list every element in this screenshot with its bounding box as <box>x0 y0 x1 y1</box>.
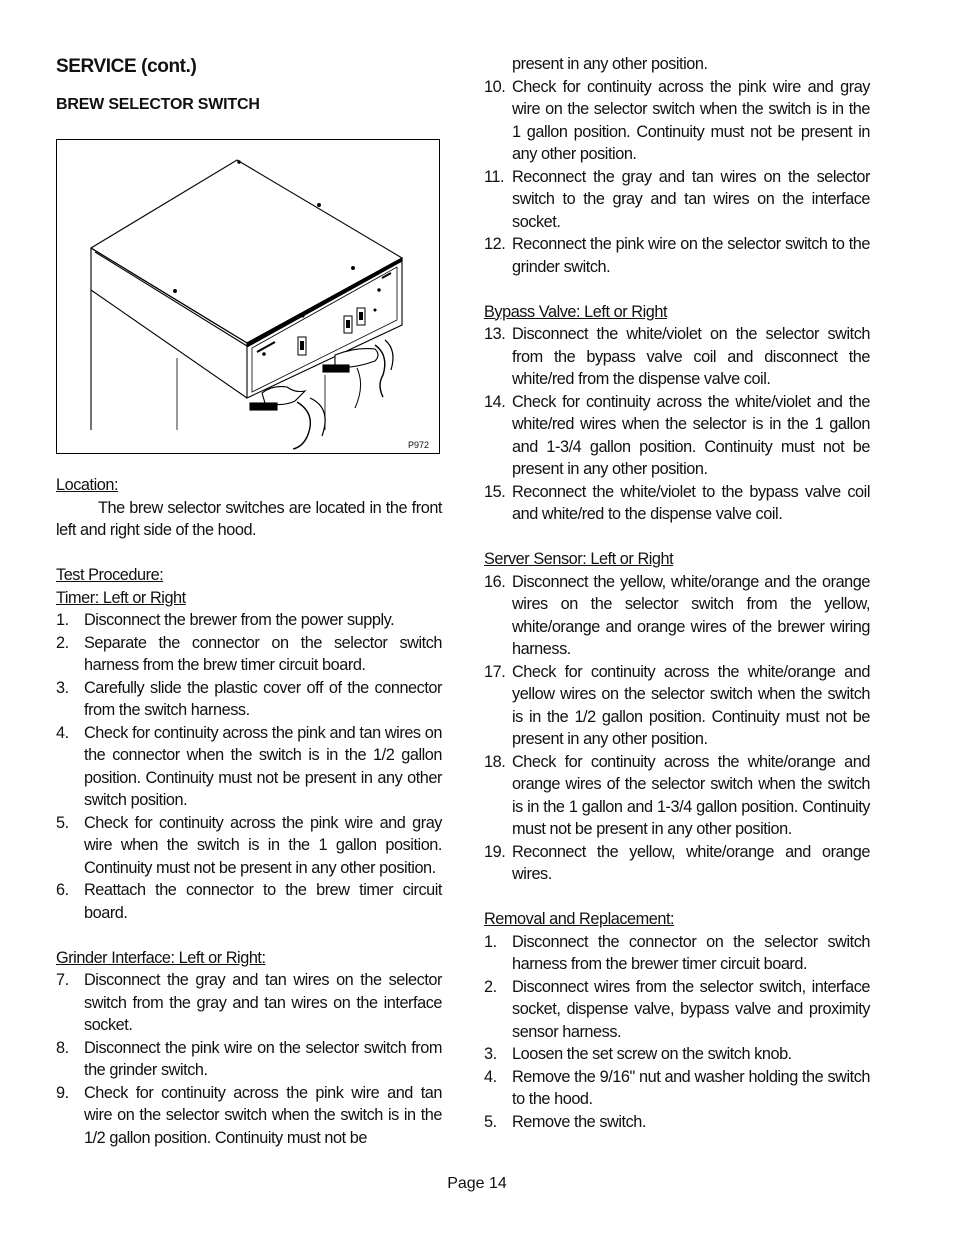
step-text: Disconnect wires from the selector switch, interface socket, dispense valve, bypass valve and proximity sensor harness. <box>512 977 870 1041</box>
bypass-steps-list <box>484 323 870 526</box>
list-item <box>484 976 870 1044</box>
step-text: Loosen the set screw on the switch knob. <box>512 1045 792 1063</box>
step-number: 19. <box>484 842 506 861</box>
step-number: 3. <box>484 1045 497 1063</box>
location-heading: Location: <box>56 476 119 494</box>
grinder-steps-list <box>56 969 442 1149</box>
section-title: SERVICE (cont.) <box>56 56 197 77</box>
step-text: Carefully slide the plastic cover off of the connector from the switch harness. <box>84 678 442 719</box>
step-text: Reattach the connector to the brew timer circuit board. <box>84 881 442 922</box>
step-text: Separate the connector on the selector switch harness from the brew timer circuit board. <box>84 633 442 674</box>
list-item <box>56 677 442 722</box>
figure-label: P972 <box>407 440 429 450</box>
step-number: 9. <box>56 1083 69 1102</box>
continued-text: present in any other position. <box>512 55 708 73</box>
step-number: 12. <box>484 235 506 253</box>
step-number: 18. <box>484 752 506 771</box>
list-item <box>484 76 870 166</box>
step-text: Check for continuity across the pink and tan wires on the connector when the switch is in the 1/2 gallon position. Continuity must not be present in any other switch position. <box>84 723 442 809</box>
step-text: Reconnect the pink wire on the selector switch to the grinder switch. <box>512 235 870 276</box>
left-column <box>56 474 442 1149</box>
step-text: Check for continuity across the white/orange and yellow wires on the selector switch when the switch is in the 1/2 gallon position. Continuity must not be present in any other position. <box>512 662 870 748</box>
step-number: 15. <box>484 482 506 501</box>
step-text: Disconnect the pink wire on the selector switch from the grinder switch. <box>84 1038 442 1079</box>
list-item <box>484 571 870 661</box>
list-item <box>484 233 870 278</box>
step-number: 16. <box>484 572 506 591</box>
step-number: 10. <box>484 77 506 96</box>
list-item <box>56 969 442 1037</box>
list-item <box>56 1082 442 1150</box>
list-item <box>56 609 442 632</box>
timer-heading: Timer: Left or Right <box>56 588 186 607</box>
step-number: 2. <box>484 977 497 996</box>
location-text: The brew selector switches are located in the front left and right side of the hood. <box>56 498 442 539</box>
step-text: Check for continuity across the pink wire and gray wire on the selector switch when the switch is in the 1 gallon position. Continuity must not be present in any other position. <box>512 77 870 163</box>
step-text: Reconnect the gray and tan wires on the selector switch to the gray and tan wires on the interface socket. <box>512 167 870 231</box>
page-number: Page 14 <box>447 1175 507 1192</box>
step-number: 13. <box>484 325 506 343</box>
step-text: Disconnect the gray and tan wires on the selector switch from the gray and tan wires on the interface socket. <box>84 971 442 1034</box>
step-text: Check for continuity across the pink wire and tan wire on the selector switch when the switch is in the 1/2 gallon position. Continuity must not be <box>84 1083 442 1147</box>
list-item <box>484 323 870 391</box>
removal-replacement-heading: Removal and Replacement: <box>484 910 675 928</box>
step-text: Check for continuity across the white/violet and the white/red wires when the selector is in the 1 gallon and 1-3/4 gallon position. Continuity must not be present in any other position. <box>512 392 870 478</box>
brewer-hood-drawing <box>57 140 439 453</box>
list-item <box>56 722 442 812</box>
grinder-interface-heading: Grinder Interface: Left or Right: <box>56 948 266 967</box>
step-number: 3. <box>56 678 69 697</box>
step-number: 8. <box>56 1038 69 1057</box>
list-item <box>484 931 870 976</box>
list-item <box>484 166 870 234</box>
step-number: 2. <box>56 633 69 652</box>
step-text: Reconnect the white/violet to the bypass valve coil and white/red to the dispense valve coil. <box>512 482 870 523</box>
step-number: 6. <box>56 881 69 899</box>
step-text: Remove the 9/16" nut and washer holding the switch to the hood. <box>512 1067 870 1108</box>
step-text: Disconnect the yellow, white/orange and the orange wires on the selector switch from the yellow, white/orange and orange wires of the brewer wiring harness. <box>512 572 870 658</box>
step-number: 14. <box>484 392 506 411</box>
grinder-steps-continued-list <box>484 76 870 279</box>
step-text: Check for continuity across the pink wire and gray wire when the switch is in the 1 gallon position. Continuity must not be present in any other position. <box>84 813 442 877</box>
list-item <box>56 632 442 677</box>
step-number: 17. <box>484 662 506 681</box>
step-text: Remove the switch. <box>512 1112 646 1131</box>
list-item <box>484 1111 870 1134</box>
brewer-illustration-figure <box>56 139 440 454</box>
list-item <box>484 391 870 481</box>
step-text: Reconnect the yellow, white/orange and orange wires. <box>512 842 870 883</box>
list-item <box>484 751 870 841</box>
step-text: Disconnect the brewer from the power supply. <box>84 611 395 629</box>
right-column <box>484 53 870 1133</box>
removal-steps-list <box>484 931 870 1134</box>
server-steps-list <box>484 571 870 886</box>
step-number: 1. <box>484 932 497 951</box>
step-number: 7. <box>56 971 69 989</box>
list-item <box>56 812 442 880</box>
list-item <box>484 841 870 886</box>
step-number: 1. <box>56 611 69 629</box>
step-text: Disconnect the connector on the selector switch harness from the brewer timer circuit board. <box>512 932 870 973</box>
step-number: 5. <box>56 813 69 832</box>
step-number: 11. <box>484 167 505 186</box>
step-text: Check for continuity across the white/orange and orange wires of the selector switch when the switch is in the 1 gallon and 1-3/4 gallon position. Continuity must not be present in any other position. <box>512 752 870 838</box>
list-item <box>56 879 442 924</box>
step-text: Disconnect the white/violet on the selector switch from the bypass valve coil and disconnect the white/red from the dispense valve coil. <box>512 325 870 388</box>
bypass-valve-heading: Bypass Valve: Left or Right <box>484 302 668 321</box>
list-item <box>484 661 870 751</box>
list-item <box>484 481 870 526</box>
step-number: 4. <box>484 1067 497 1086</box>
list-item <box>484 1043 870 1066</box>
server-sensor-heading: Server Sensor: Left or Right <box>484 550 674 568</box>
list-item <box>484 1066 870 1111</box>
sub-title: BREW SELECTOR SWITCH <box>56 96 260 113</box>
step-number: 4. <box>56 723 69 742</box>
test-procedure-heading: Test Procedure: <box>56 566 164 584</box>
list-item <box>56 1037 442 1082</box>
timer-steps-list <box>56 609 442 924</box>
step-number: 5. <box>484 1112 497 1131</box>
